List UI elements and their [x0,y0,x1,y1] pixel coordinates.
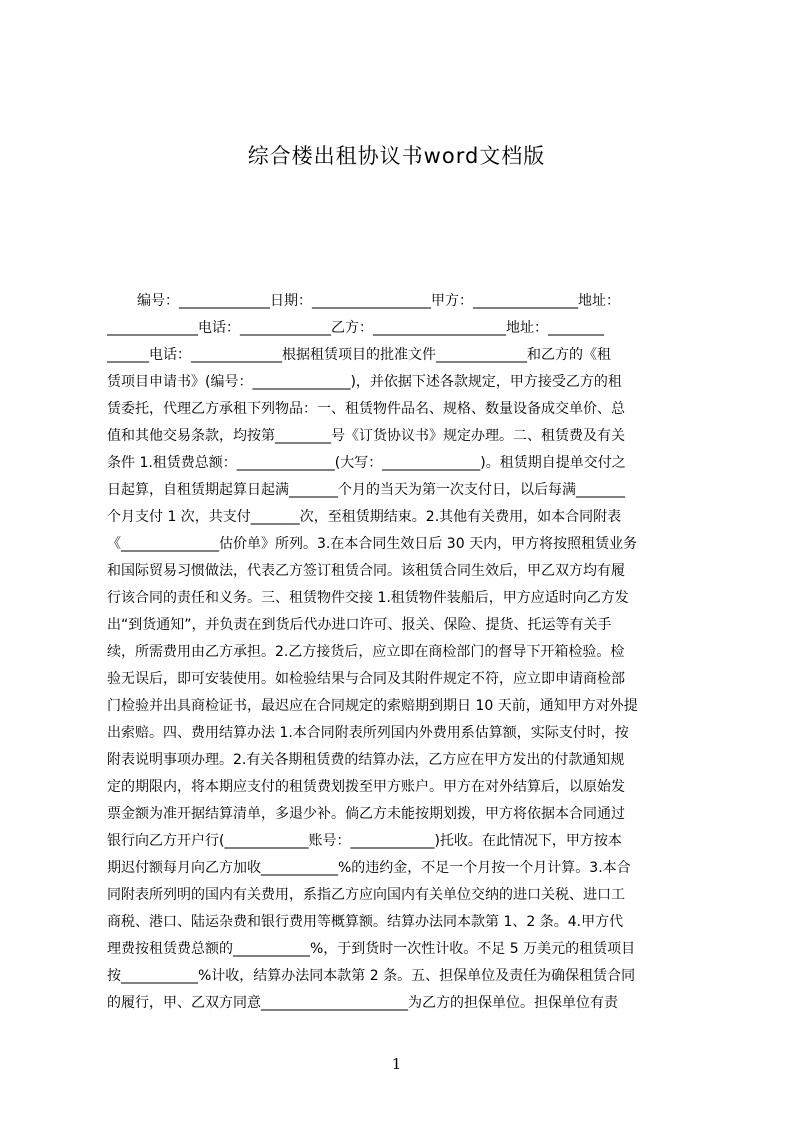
body-line: 理费按租赁费总额的___________%，于到货时一次性计收。不足 5 万美元的租赁项目 [107,941,636,957]
body-line: 门检验并出具商检证书，最迟应在合同规定的索赔期到期日 10 天前，通知甲方对外提 [107,698,638,714]
body-line: 按___________%计收，结算办法同本款第 2 条。五、担保单位及责任为确保租赁合同 [107,968,636,984]
body-line: 编号：_____________日期：_________________甲方：_______________地址： [137,293,620,309]
body-line: 商税、港口、陆运杂费和银行费用等概算额。结算办法同本款第 1、2 条。4.甲方代 [107,914,624,930]
body-line: 出索赔。四、费用结算办法 1.本合同附表所列国内外费用系估算额，实际支付时，按 [107,725,629,741]
body-line: 出“到货通知”，并负责在到货后代办进口许可、报关、保险、提货、托运等有关手 [107,617,612,633]
body-line: _____________电话：_____________乙方：___________________地址：________ [107,320,604,336]
body-line: 定的期限内，将本期应支付的租赁费划拨至甲方账户。甲方在对外结算后，以原始发 [107,779,625,795]
page-number: 1 [391,1055,402,1073]
body-line: 个月支付 1 次，共支付_______次，至租赁期结束。2.其他有关费用，如本合同附表 [107,509,622,525]
body-line: 同附表所列明的国内有关费用，系指乙方应向国内有关单位交纳的进口关税、进口工 [107,887,625,903]
body-line: 赁项目申请书》(编号：______________)，并依据下述各款规定，甲方接受乙方的租 [107,374,622,390]
body-line: 《______________估价单》所列。3.在本合同生效日后 30 天内，甲方将按照租赁业务 [107,536,638,552]
body-line: 和国际贸易习惯做法，代表乙方签订租赁合同。该租赁合同生效后，甲乙双方均有履 [107,563,625,579]
body-line: 期迟付额每月向乙方加收___________%的违约金，不足一个月按一个月计算。3.本合 [107,860,631,876]
body-line: 验无误后，即可安装使用。如检验结果与合同及其附件规定不符，应立即申请商检部 [107,671,625,687]
body-line: 续，所需费用由乙方承担。2.乙方接货后，应立即在商检部门的督导下开箱检验。检 [107,644,625,660]
body-line: 条件 1.租赁费总额：______________(大写：______________)。租赁期自提单交付之 [107,455,626,471]
body-line: 的履行，甲、乙双方同意_____________________为乙方的担保单位。担保单位有责 [107,995,618,1011]
body-line: 赁委托，代理乙方承租下列物品：一、租赁物件品名、规格、数量设备成交单价、总 [107,401,625,417]
document-title: 综合楼出租协议书word文档版 [247,144,546,168]
body-line: ______电话：_____________根据租赁项目的批准文件_____________和乙方的《租 [107,347,611,363]
body-line: 票金额为准开据结算清单，多退少补。倘乙方未能按期划拨，甲方将依据本合同通过 [107,806,625,822]
body-line: 行该合同的责任和义务。三、租赁物件交接 1.租赁物件装船后，甲方应适时向乙方发 [107,590,629,606]
body-line: 附表说明事项办理。2.有关各期租赁费的结算办法，乙方应在甲方发出的付款通知规 [107,752,625,768]
body-line: 日起算，自租赁期起算日起满_______个月的当天为第一次支付日，以后每满_______ [107,482,625,498]
body-line: 值和其他交易条款，均按第________号《订货协议书》规定办理。二、租赁费及有关 [107,428,625,444]
document-body [107,288,697,1028]
body-line: 银行向乙方开户行(____________账号：____________)托收。在此情况下，甲方按本 [107,833,622,849]
